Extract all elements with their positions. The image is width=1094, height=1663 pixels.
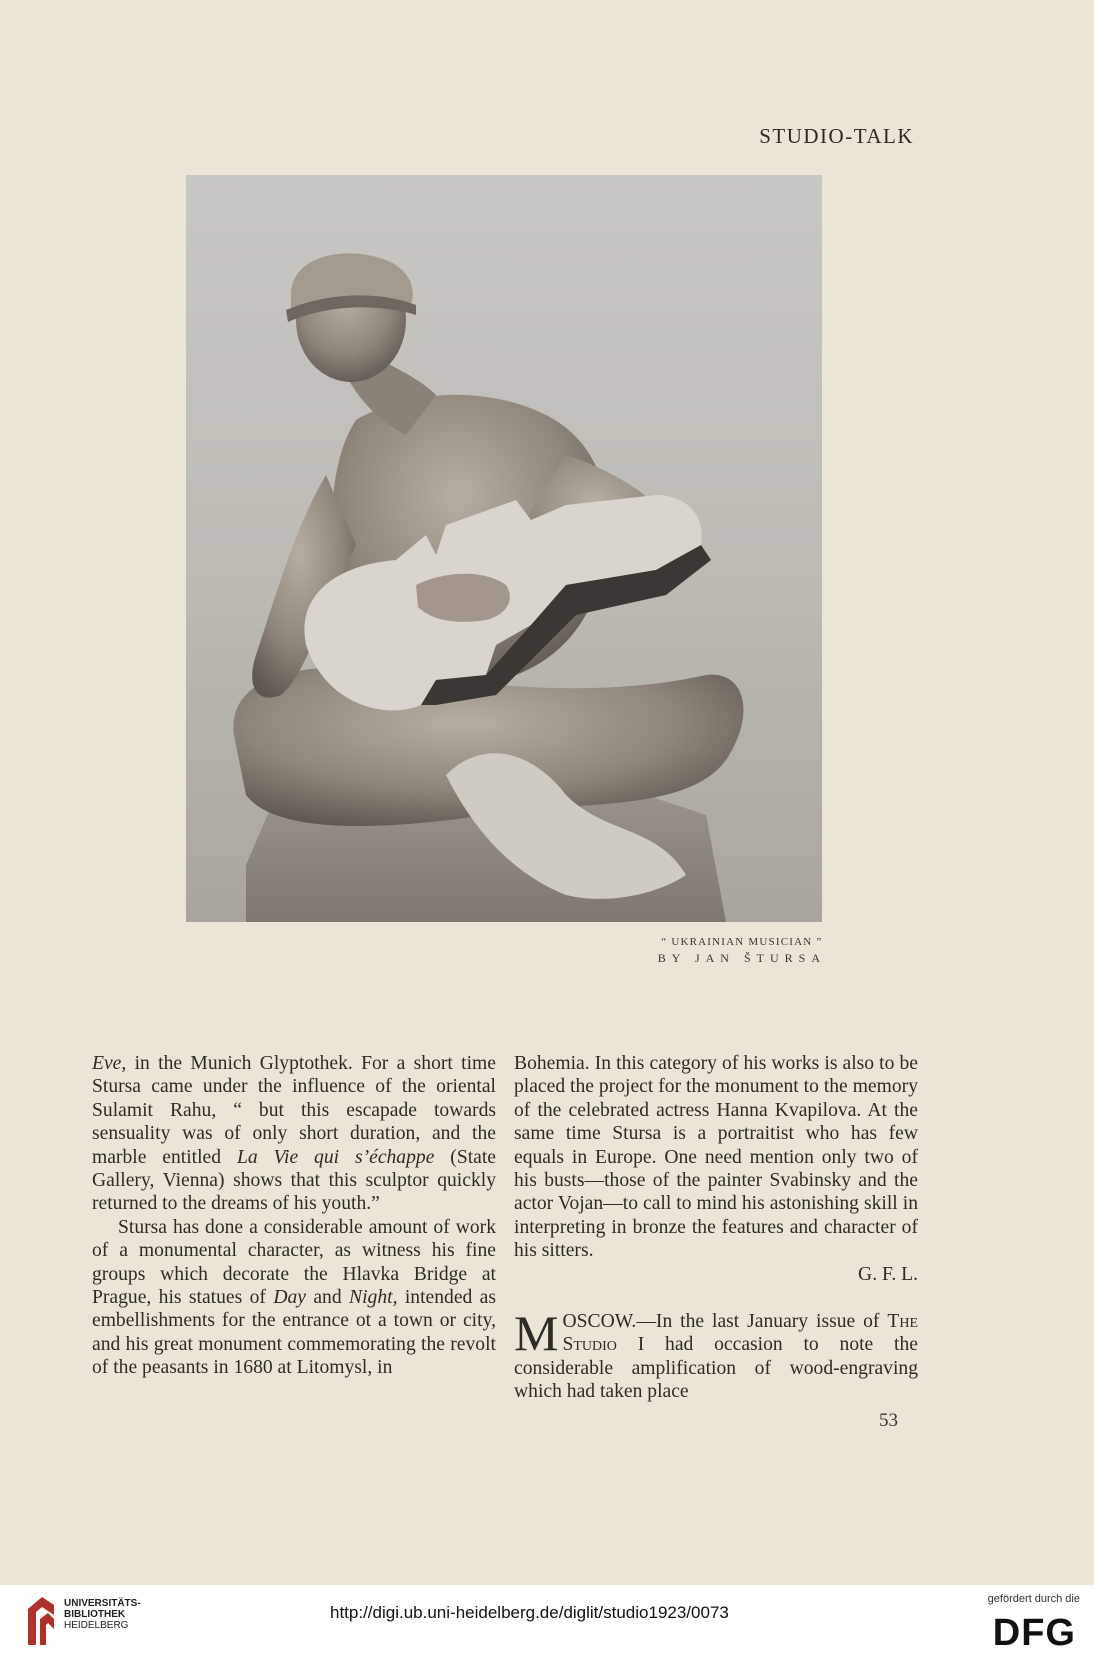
library-name bbox=[64, 1598, 141, 1631]
permalink-url[interactable]: http://digi.ub.uni-heidelberg.de/diglit/studio1923/0073 bbox=[330, 1603, 729, 1622]
italic-title: Night, bbox=[349, 1287, 398, 1309]
text-run: in the Munich Glyptothek. For a short time Stursa came under the influence of the oriental Sulamit Rahu, “ but this escapade towards sensuality was of only short duration, and the marble entitled bbox=[92, 1053, 496, 1168]
sculpture-illustration bbox=[186, 175, 822, 922]
magazine-name: The Studio bbox=[562, 1311, 918, 1356]
footer-bar bbox=[0, 1585, 1094, 1663]
paragraph bbox=[514, 1052, 918, 1286]
text-column-left bbox=[92, 1052, 496, 1380]
text-run: OSCOW.—In the last January issue of bbox=[562, 1311, 888, 1333]
text-run: Stursa has done a considerable amount of work of a monumental character, as witness his fine groups which decorate the Hlavka Bridge at Prague, his statues of bbox=[92, 1216, 496, 1309]
library-name-line: HEIDELBERG bbox=[64, 1620, 129, 1631]
paragraph bbox=[92, 1216, 496, 1380]
text-run: I had occasion to note the considerable amplification of wood-engraving which had taken place bbox=[514, 1334, 918, 1403]
sculpture-photograph bbox=[186, 175, 822, 922]
caption-title: “ UKRAINIAN MUSICIAN ” bbox=[661, 936, 823, 948]
dfg-logo: DFG bbox=[992, 1612, 1076, 1654]
library-name-line: UNIVERSITÄTS- bbox=[64, 1598, 141, 1609]
text-column-right bbox=[514, 1052, 918, 1404]
funding-label: gefördert durch die bbox=[987, 1593, 1080, 1605]
italic-title: Day bbox=[273, 1287, 306, 1309]
caption-credit: BY JAN ŠTURSA bbox=[657, 951, 826, 965]
text-run: intended as embellishments for the entrance ot a town or city, and his great monument commemorating the revolt of the peasants in 1680 at Litomysl, in bbox=[92, 1287, 497, 1379]
author-signature: G. F. L. bbox=[858, 1263, 918, 1285]
figure-caption bbox=[658, 934, 826, 966]
library-name-line: BIBLIOTHEK bbox=[64, 1609, 126, 1620]
library-logo-icon bbox=[24, 1595, 58, 1649]
italic-title: La Vie qui s’échappe bbox=[236, 1146, 435, 1168]
running-head: STUDIO-TALK bbox=[759, 124, 914, 148]
text-run: and bbox=[305, 1287, 350, 1309]
drop-cap: M bbox=[514, 1305, 559, 1362]
paragraph bbox=[92, 1052, 496, 1216]
paragraph bbox=[514, 1305, 918, 1404]
italic-title: Eve, bbox=[92, 1053, 127, 1074]
text-run: (State Gallery, Vienna) shows that this sculptor quickly returned to the dreams of his youth.” bbox=[92, 1146, 496, 1215]
text-run: Bohemia. In this category of his works is also to be placed the project for the monument to the memory of the celebrated actress Hanna Kvapilova. At the same time Stursa is a portraitist who has few equals in Europe. One need mention only two of his busts—those of the painter Svabinsky and the actor Vojan—to call to mind his astonishing skill in interpreting in bronze the features and character of his sitters. bbox=[514, 1053, 918, 1262]
page-number: 53 bbox=[879, 1410, 898, 1431]
